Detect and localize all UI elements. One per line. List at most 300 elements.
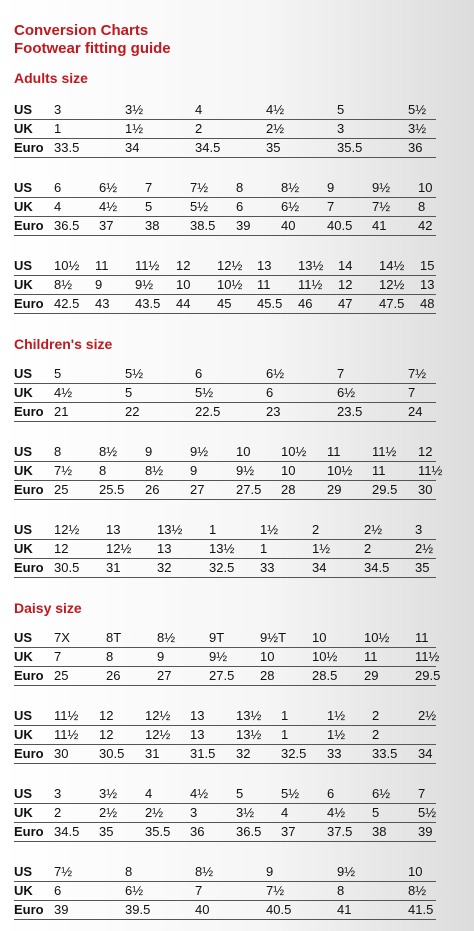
size-value: 5 <box>372 805 380 820</box>
size-value: 11½ <box>298 277 323 292</box>
size-value: 13 <box>420 277 435 292</box>
size-value: 11½ <box>54 708 79 723</box>
row-divider <box>14 744 436 745</box>
size-value: 11½ <box>415 649 440 664</box>
row-divider <box>14 138 436 139</box>
size-value: 27 <box>157 668 172 683</box>
size-value: 33 <box>327 746 342 761</box>
size-value: 7 <box>54 649 62 664</box>
size-value: 12 <box>338 277 353 292</box>
size-value: 6½ <box>99 180 118 195</box>
page-subtitle: Footwear fitting guide <box>14 40 171 57</box>
size-value: 41.5 <box>408 902 434 917</box>
size-value: 10½ <box>217 277 243 292</box>
size-value: 13½ <box>209 541 235 556</box>
size-value: 13 <box>157 541 172 556</box>
size-value: 1½ <box>327 727 346 742</box>
row-divider <box>14 421 436 422</box>
size-value: 35 <box>99 824 114 839</box>
row-divider <box>14 313 436 314</box>
size-value: 35 <box>415 560 430 575</box>
size-value: 35.5 <box>337 140 363 155</box>
size-value: 9 <box>190 463 198 478</box>
size-value: 10 <box>260 649 275 664</box>
size-value: 22.5 <box>195 404 221 419</box>
size-value: 4 <box>281 805 289 820</box>
row-divider <box>14 881 436 882</box>
size-value: 1 <box>281 708 289 723</box>
size-value: 6½ <box>281 199 300 214</box>
row-label: US <box>14 180 33 195</box>
size-value: 8½ <box>281 180 300 195</box>
size-value: 29.5 <box>372 482 398 497</box>
size-value: 28.5 <box>312 668 338 683</box>
page-title: Conversion Charts <box>14 22 149 39</box>
row-label: UK <box>14 727 33 742</box>
size-value: 11½ <box>418 463 443 478</box>
size-value: 13½ <box>157 522 183 537</box>
size-value: 43 <box>95 296 110 311</box>
size-value: 36 <box>190 824 205 839</box>
row-divider <box>14 499 436 500</box>
size-value: 47 <box>338 296 353 311</box>
size-value: 13½ <box>236 708 262 723</box>
size-value: 35.5 <box>145 824 171 839</box>
row-label: UK <box>14 277 33 292</box>
size-value: 4 <box>54 199 62 214</box>
row-divider <box>14 685 436 686</box>
row-label: US <box>14 708 33 723</box>
row-label: UK <box>14 463 33 478</box>
size-value: 40.5 <box>327 218 353 233</box>
size-value: 25 <box>54 482 69 497</box>
size-value: 34 <box>125 140 140 155</box>
size-value: 8½ <box>145 463 164 478</box>
size-value: 2 <box>364 541 372 556</box>
size-value: 12½ <box>106 541 132 556</box>
size-value: 12½ <box>217 258 243 273</box>
size-value: 11½ <box>372 444 397 459</box>
size-value: 10½ <box>364 630 390 645</box>
size-value: 5½ <box>190 199 209 214</box>
size-value: 37 <box>99 218 114 233</box>
size-value: 21 <box>54 404 69 419</box>
size-value: 2½ <box>418 708 437 723</box>
size-value: 10½ <box>54 258 80 273</box>
row-label: Euro <box>14 218 44 233</box>
size-value: 4½ <box>266 102 285 117</box>
size-value: 28 <box>281 482 296 497</box>
size-value: 40.5 <box>266 902 292 917</box>
size-value: 13 <box>190 708 205 723</box>
row-divider <box>14 725 436 726</box>
section-title: Adults size <box>14 70 88 86</box>
size-value: 37.5 <box>327 824 353 839</box>
size-value: 6 <box>54 180 62 195</box>
row-label: US <box>14 786 33 801</box>
size-value: 33.5 <box>372 746 398 761</box>
row-divider <box>14 235 436 236</box>
size-value: 12 <box>418 444 433 459</box>
size-value: 3 <box>190 805 198 820</box>
row-divider <box>14 577 436 578</box>
size-value: 8½ <box>99 444 118 459</box>
size-value: 2½ <box>266 121 285 136</box>
size-value: 27.5 <box>236 482 262 497</box>
row-label: US <box>14 102 33 117</box>
size-value: 38 <box>372 824 387 839</box>
size-value: 25 <box>54 668 69 683</box>
row-label: Euro <box>14 560 44 575</box>
size-value: 10 <box>408 864 423 879</box>
size-value: 11 <box>372 463 386 478</box>
size-value: 31.5 <box>190 746 216 761</box>
size-value: 12½ <box>54 522 80 537</box>
size-value: 9 <box>95 277 103 292</box>
size-value: 11 <box>415 630 429 645</box>
row-divider <box>14 461 436 462</box>
size-value: 7½ <box>54 463 73 478</box>
row-label: Euro <box>14 824 44 839</box>
size-value: 15 <box>420 258 435 273</box>
size-value: 39 <box>54 902 69 917</box>
size-value: 5 <box>337 102 345 117</box>
size-value: 4½ <box>99 199 118 214</box>
size-value: 12 <box>54 541 69 556</box>
size-value: 13½ <box>236 727 262 742</box>
size-value: 39 <box>236 218 251 233</box>
size-value: 7½ <box>408 366 427 381</box>
size-value: 1 <box>260 541 268 556</box>
size-value: 10½ <box>327 463 353 478</box>
size-value: 29 <box>364 668 379 683</box>
size-value: 11½ <box>54 727 79 742</box>
size-value: 34 <box>418 746 433 761</box>
row-label: Euro <box>14 140 44 155</box>
size-value: 41 <box>372 218 387 233</box>
size-value: 8 <box>106 649 114 664</box>
size-value: 45 <box>217 296 232 311</box>
size-value: 6½ <box>266 366 285 381</box>
size-value: 2 <box>372 727 380 742</box>
row-divider <box>14 157 436 158</box>
row-divider <box>14 841 436 842</box>
size-value: 7X <box>54 630 70 645</box>
size-value: 9½ <box>337 864 356 879</box>
size-value: 22 <box>125 404 140 419</box>
size-value: 2 <box>195 121 203 136</box>
row-divider <box>14 197 436 198</box>
size-value: 9 <box>145 444 153 459</box>
row-label: UK <box>14 649 33 664</box>
size-value: 5½ <box>418 805 437 820</box>
size-value: 7 <box>195 883 203 898</box>
size-value: 44 <box>176 296 191 311</box>
row-divider <box>14 539 436 540</box>
size-value: 27 <box>190 482 205 497</box>
size-value: 14 <box>338 258 353 273</box>
size-value: 25.5 <box>99 482 125 497</box>
size-value: 11½ <box>135 258 160 273</box>
size-value: 7 <box>145 180 153 195</box>
size-value: 9 <box>327 180 335 195</box>
size-value: 7½ <box>372 199 391 214</box>
size-value: 8½ <box>157 630 176 645</box>
size-value: 30 <box>54 746 69 761</box>
row-divider <box>14 558 436 559</box>
size-value: 45.5 <box>257 296 283 311</box>
size-value: 12 <box>99 708 114 723</box>
row-divider <box>14 216 436 217</box>
size-value: 8 <box>236 180 244 195</box>
size-value: 13 <box>257 258 272 273</box>
size-value: 35 <box>266 140 281 155</box>
row-label: UK <box>14 883 33 898</box>
size-value: 5 <box>236 786 244 801</box>
size-value: 8T <box>106 630 122 645</box>
size-value: 40 <box>281 218 296 233</box>
row-label: Euro <box>14 902 44 917</box>
size-value: 4½ <box>327 805 346 820</box>
size-value: 3½ <box>125 102 144 117</box>
size-value: 10½ <box>281 444 307 459</box>
size-value: 6 <box>54 883 62 898</box>
row-divider <box>14 119 436 120</box>
size-value: 12½ <box>379 277 405 292</box>
size-value: 2½ <box>99 805 118 820</box>
size-value: 27.5 <box>209 668 235 683</box>
size-value: 5½ <box>195 385 214 400</box>
size-value: 48 <box>420 296 435 311</box>
size-value: 11 <box>257 277 271 292</box>
size-value: 42 <box>418 218 433 233</box>
size-value: 6 <box>266 385 274 400</box>
size-value: 11 <box>364 649 378 664</box>
row-divider <box>14 402 436 403</box>
size-value: 42.5 <box>54 296 80 311</box>
row-label: UK <box>14 199 33 214</box>
size-value: 1 <box>281 727 289 742</box>
size-value: 31 <box>106 560 121 575</box>
row-label: UK <box>14 541 33 556</box>
size-value: 10 <box>281 463 296 478</box>
size-value: 36.5 <box>54 218 80 233</box>
size-value: 36.5 <box>236 824 262 839</box>
size-value: 6 <box>327 786 335 801</box>
size-value: 8½ <box>408 883 427 898</box>
row-divider <box>14 647 436 648</box>
size-value: 7½ <box>266 883 285 898</box>
size-value: 39.5 <box>125 902 151 917</box>
size-value: 8 <box>99 463 107 478</box>
size-value: 33 <box>260 560 275 575</box>
size-value: 8 <box>54 444 62 459</box>
size-value: 26 <box>106 668 121 683</box>
size-value: 9½ <box>236 463 255 478</box>
size-value: 3 <box>54 102 62 117</box>
size-value: 4½ <box>54 385 73 400</box>
size-value: 9½ <box>372 180 391 195</box>
size-value: 5 <box>125 385 133 400</box>
size-value: 3 <box>54 786 62 801</box>
size-value: 10 <box>312 630 327 645</box>
size-value: 26 <box>145 482 160 497</box>
size-value: 2½ <box>415 541 434 556</box>
row-divider <box>14 383 436 384</box>
size-value: 34.5 <box>54 824 80 839</box>
size-value: 10½ <box>312 649 338 664</box>
row-label: Euro <box>14 404 44 419</box>
size-value: 1 <box>209 522 217 537</box>
size-value: 4 <box>195 102 203 117</box>
row-label: Euro <box>14 296 44 311</box>
size-value: 32.5 <box>209 560 235 575</box>
size-value: 32.5 <box>281 746 307 761</box>
row-label: UK <box>14 805 33 820</box>
size-value: 9 <box>266 864 274 879</box>
row-divider <box>14 666 436 667</box>
size-value: 2½ <box>364 522 383 537</box>
row-label: US <box>14 258 33 273</box>
size-value: 31 <box>145 746 160 761</box>
size-value: 30.5 <box>54 560 80 575</box>
size-value: 39 <box>418 824 433 839</box>
size-value: 11 <box>95 258 109 273</box>
size-value: 2 <box>54 805 62 820</box>
size-value: 8 <box>418 199 426 214</box>
size-value: 29 <box>327 482 342 497</box>
size-value: 12½ <box>145 727 171 742</box>
size-value: 24 <box>408 404 423 419</box>
row-label: Euro <box>14 482 44 497</box>
size-value: 46 <box>298 296 313 311</box>
size-value: 37 <box>281 824 296 839</box>
size-value: 10 <box>418 180 433 195</box>
size-value: 1 <box>54 121 62 136</box>
row-label: US <box>14 522 33 537</box>
size-value: 34 <box>312 560 327 575</box>
size-value: 4 <box>145 786 153 801</box>
size-value: 13 <box>190 727 205 742</box>
size-value: 34.5 <box>195 140 221 155</box>
size-value: 7 <box>327 199 335 214</box>
size-value: 9½T <box>260 630 287 645</box>
row-divider <box>14 919 436 920</box>
size-value: 9 <box>157 649 165 664</box>
size-value: 40 <box>195 902 210 917</box>
size-value: 30 <box>418 482 433 497</box>
row-label: US <box>14 864 33 879</box>
size-value: 36 <box>408 140 423 155</box>
size-value: 6½ <box>337 385 356 400</box>
size-value: 1½ <box>125 121 144 136</box>
size-value: 14½ <box>379 258 405 273</box>
size-value: 7 <box>418 786 426 801</box>
size-value: 6 <box>195 366 203 381</box>
size-value: 6 <box>236 199 244 214</box>
size-value: 23.5 <box>337 404 363 419</box>
size-value: 1½ <box>312 541 331 556</box>
size-value: 34.5 <box>364 560 390 575</box>
size-value: 29.5 <box>415 668 441 683</box>
size-value: 2½ <box>145 805 164 820</box>
row-divider <box>14 275 436 276</box>
size-value: 30.5 <box>99 746 125 761</box>
size-value: 3 <box>337 121 345 136</box>
size-value: 5 <box>54 366 62 381</box>
size-value: 9½ <box>209 649 228 664</box>
size-value: 33.5 <box>54 140 80 155</box>
size-value: 12 <box>176 258 191 273</box>
size-value: 13½ <box>298 258 324 273</box>
size-value: 3½ <box>236 805 255 820</box>
size-value: 5½ <box>125 366 144 381</box>
size-value: 3½ <box>99 786 118 801</box>
size-value: 8½ <box>195 864 214 879</box>
size-value: 8 <box>337 883 345 898</box>
row-label: Euro <box>14 668 44 683</box>
size-value: 7½ <box>54 864 73 879</box>
size-value: 47.5 <box>379 296 405 311</box>
row-label: US <box>14 444 33 459</box>
size-value: 4½ <box>190 786 209 801</box>
size-value: 7 <box>337 366 345 381</box>
size-value: 9½ <box>190 444 209 459</box>
row-divider <box>14 480 436 481</box>
size-value: 23 <box>266 404 281 419</box>
size-value: 6½ <box>125 883 144 898</box>
size-value: 1½ <box>260 522 279 537</box>
row-divider <box>14 803 436 804</box>
size-value: 2 <box>312 522 320 537</box>
size-value: 3 <box>415 522 423 537</box>
size-value: 8 <box>125 864 133 879</box>
size-value: 12½ <box>145 708 171 723</box>
size-value: 10 <box>176 277 191 292</box>
section-title: Daisy size <box>14 600 82 616</box>
size-value: 28 <box>260 668 275 683</box>
size-value: 38.5 <box>190 218 216 233</box>
row-label: UK <box>14 385 33 400</box>
row-label: US <box>14 630 33 645</box>
size-value: 11 <box>327 444 341 459</box>
row-label: Euro <box>14 746 44 761</box>
size-value: 13 <box>106 522 121 537</box>
size-value: 5½ <box>408 102 427 117</box>
size-value: 8½ <box>54 277 73 292</box>
size-value: 1½ <box>327 708 346 723</box>
size-value: 6½ <box>372 786 391 801</box>
size-value: 5½ <box>281 786 300 801</box>
size-value: 5 <box>145 199 153 214</box>
section-title: Children's size <box>14 336 113 352</box>
size-value: 38 <box>145 218 160 233</box>
size-value: 43.5 <box>135 296 161 311</box>
size-value: 7½ <box>190 180 209 195</box>
size-value: 10 <box>236 444 251 459</box>
row-divider <box>14 900 436 901</box>
row-divider <box>14 294 436 295</box>
row-divider <box>14 822 436 823</box>
row-divider <box>14 763 436 764</box>
row-label: US <box>14 366 33 381</box>
size-value: 7 <box>408 385 416 400</box>
size-value: 9½ <box>135 277 154 292</box>
size-value: 41 <box>337 902 352 917</box>
size-value: 32 <box>157 560 172 575</box>
size-value: 3½ <box>408 121 427 136</box>
size-value: 12 <box>99 727 114 742</box>
